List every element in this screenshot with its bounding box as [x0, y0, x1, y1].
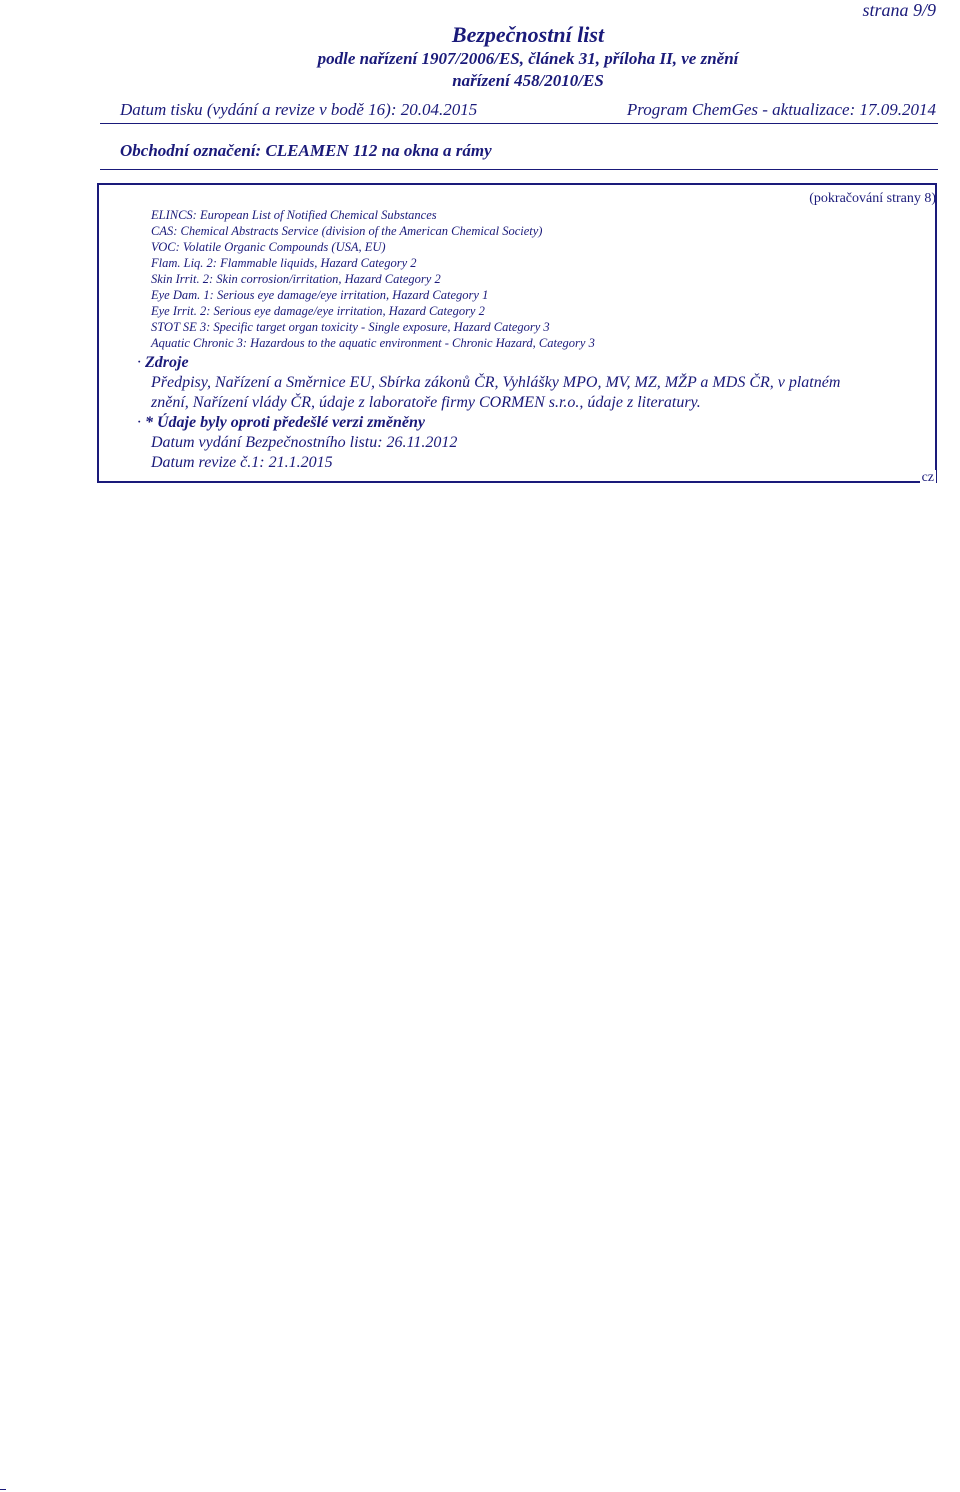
abbreviation-item: STOT SE 3: Specific target organ toxicity - Single exposure, Hazard Category 3 [151, 320, 550, 334]
page-corner-mark [0, 1489, 6, 1490]
abbreviation-item: CAS: Chemical Abstracts Service (division of the American Chemical Society) [151, 224, 543, 238]
subtitle-line-1: podle nařízení 1907/2006/ES, článek 31, příloha II, ve znění [317, 49, 739, 68]
sources-heading [137, 353, 941, 373]
header-divider-top [100, 123, 938, 124]
abbreviation-item: Flam. Liq. 2: Flammable liquids, Hazard Category 2 [151, 256, 417, 270]
document-subtitle [0, 48, 960, 92]
bullet: · [137, 354, 141, 371]
continuation-note: (pokračování strany 8) [809, 191, 936, 206]
abbreviation-item: Eye Irrit. 2: Serious eye damage/eye irritation, Hazard Category 2 [151, 304, 485, 318]
language-code: cz [921, 470, 934, 485]
abbreviation-item: Skin Irrit. 2: Skin corrosion/irritation, Hazard Category 2 [151, 272, 441, 286]
abbreviation-item: VOC: Volatile Organic Compounds (USA, EU) [151, 240, 386, 254]
revision-date: Datum revize č.1: 21.1.2015 [151, 454, 333, 471]
abbreviation-item: Eye Dam. 1: Serious eye damage/eye irritation, Hazard Category 1 [151, 288, 489, 302]
header-divider-bottom [100, 169, 938, 170]
trade-name: Obchodní označení: CLEAMEN 112 na okna a rámy [120, 141, 492, 160]
print-date: Datum tisku (vydání a revize v bodě 16): 20.04.2015 [120, 100, 478, 119]
changes-heading-text: * Údaje byly oproti předešlé verzi změněny [145, 414, 425, 431]
sources-line-2: znění, Nařízení vlády ČR, údaje z laboratoře firmy CORMEN s.r.o., údaje z literatury. [151, 394, 701, 411]
document-title: Bezpečnostní list [451, 22, 605, 47]
abbreviation-item: ELINCS: European List of Notified Chemical Substances [151, 208, 437, 222]
bullet: · [137, 414, 141, 431]
sources-section [137, 353, 941, 413]
program-version: Program ChemGes - aktualizace: 17.09.2014 [626, 100, 936, 119]
changes-body [137, 433, 941, 473]
issue-date: Datum vydání Bezpečnostního listu: 26.11.2012 [151, 434, 458, 451]
sources-line-1: Předpisy, Nařízení a Směrnice EU, Sbírka zákonů ČR, Vyhlášky MPO, MV, MZ, MŽP a MDS ČR, v platném [151, 374, 841, 391]
changes-section [137, 413, 941, 473]
sources-body [137, 373, 941, 413]
page-number: strana 9/9 [862, 0, 936, 20]
subtitle-line-2: nařízení 458/2010/ES [452, 71, 604, 90]
changes-heading [137, 413, 941, 433]
abbreviation-item: Aquatic Chronic 3: Hazardous to the aquatic environment - Chronic Hazard, Category 3 [151, 336, 595, 350]
sources-heading-text: Zdroje [145, 354, 189, 371]
abbreviation-list [151, 207, 595, 351]
